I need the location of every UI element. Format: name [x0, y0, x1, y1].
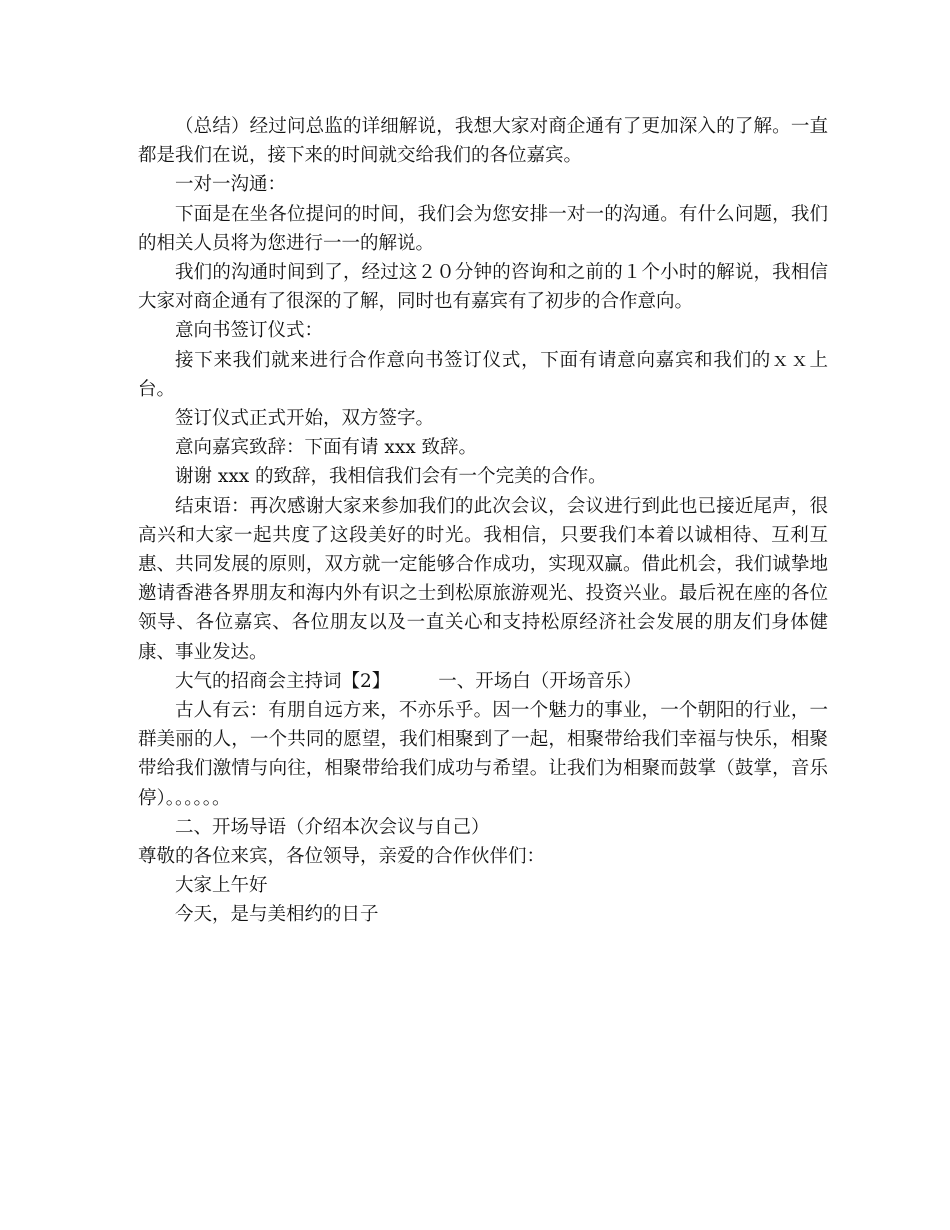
- paragraph-greeting: 大家上午好: [175, 875, 268, 897]
- paragraph-closing: 结束语：再次感谢大家来参加我们的此次会议，会议进行到此也已接近尾声，很高兴和大家一起共度了这段美好的时光。我相信，只要我们本着以诚相待、互利互惠、共同发展的原则，双方就一定能够合作成功，实现双赢。借此机会，我们诚挚地邀请香港各界朋友和海内外有识之士到松原旅游观光、投资兴业。最后祝在座的各位领导、各位嘉宾、各位朋友以及一直关心和支持松原经济社会发展的朋友们身体健康、事业发达。: [138, 495, 828, 663]
- paragraph-thanks: 谢谢 xxx 的致辞，我相信我们会有一个完美的合作。: [175, 466, 607, 488]
- section-subtitle: 一、开场白（开场音乐）: [438, 670, 642, 692]
- heading-signing-ceremony: 意向书签订仪式：: [175, 320, 324, 342]
- paragraph-opening: 古人有云：有朋自远方来，不亦乐乎。因一个魅力的事业，一个朝阳的行业，一群美丽的人，一个共同的愿望，我们相聚到了一起，相聚带给我们幸福与快乐，相聚带给我们激情与向往，相聚带给我们成功与希望。让我们为相聚而鼓掌（鼓掌，音乐停）。。。。。。: [138, 700, 828, 809]
- heading-opening-guide: 二、开场导语（介绍本次会议与自己）: [175, 816, 490, 838]
- document-body: [138, 112, 828, 930]
- section-heading: [138, 667, 828, 696]
- paragraph-today: 今天，是与美相约的日子: [175, 904, 379, 926]
- paragraph-signing-invite: 接下来我们就来进行合作意向书签订仪式，下面有请意向嘉宾和我们的ｘｘ上台。: [138, 349, 828, 400]
- paragraph-signing-start: 签订仪式正式开始，双方签字。: [175, 408, 435, 430]
- section-title: 大气的招商会主持词【2】: [175, 670, 391, 692]
- paragraph-summary: （总结）经过问总监的详细解说，我想大家对商企通有了更加深入的了解。一直都是我们在说，接下来的时间就交给我们的各位嘉宾。: [138, 116, 828, 167]
- heading-one-on-one: 一对一沟通：: [175, 174, 287, 196]
- paragraph-guest-speech: 意向嘉宾致辞：下面有请 xxx 致辞。: [175, 437, 478, 459]
- paragraph-communication-end: 我们的沟通时间到了，经过这２０分钟的咨询和之前的１个小时的解说，我相信大家对商企通有了很深的了解，同时也有嘉宾有了初步的合作意向。: [138, 262, 828, 313]
- salutation: 尊敬的各位来宾，各位领导，亲爱的合作伙伴们：: [138, 846, 546, 868]
- paragraph-questions: 下面是在坐各位提问的时间，我们会为您安排一对一的沟通。有什么问题，我们的相关人员将为您进行一一的解说。: [138, 203, 828, 254]
